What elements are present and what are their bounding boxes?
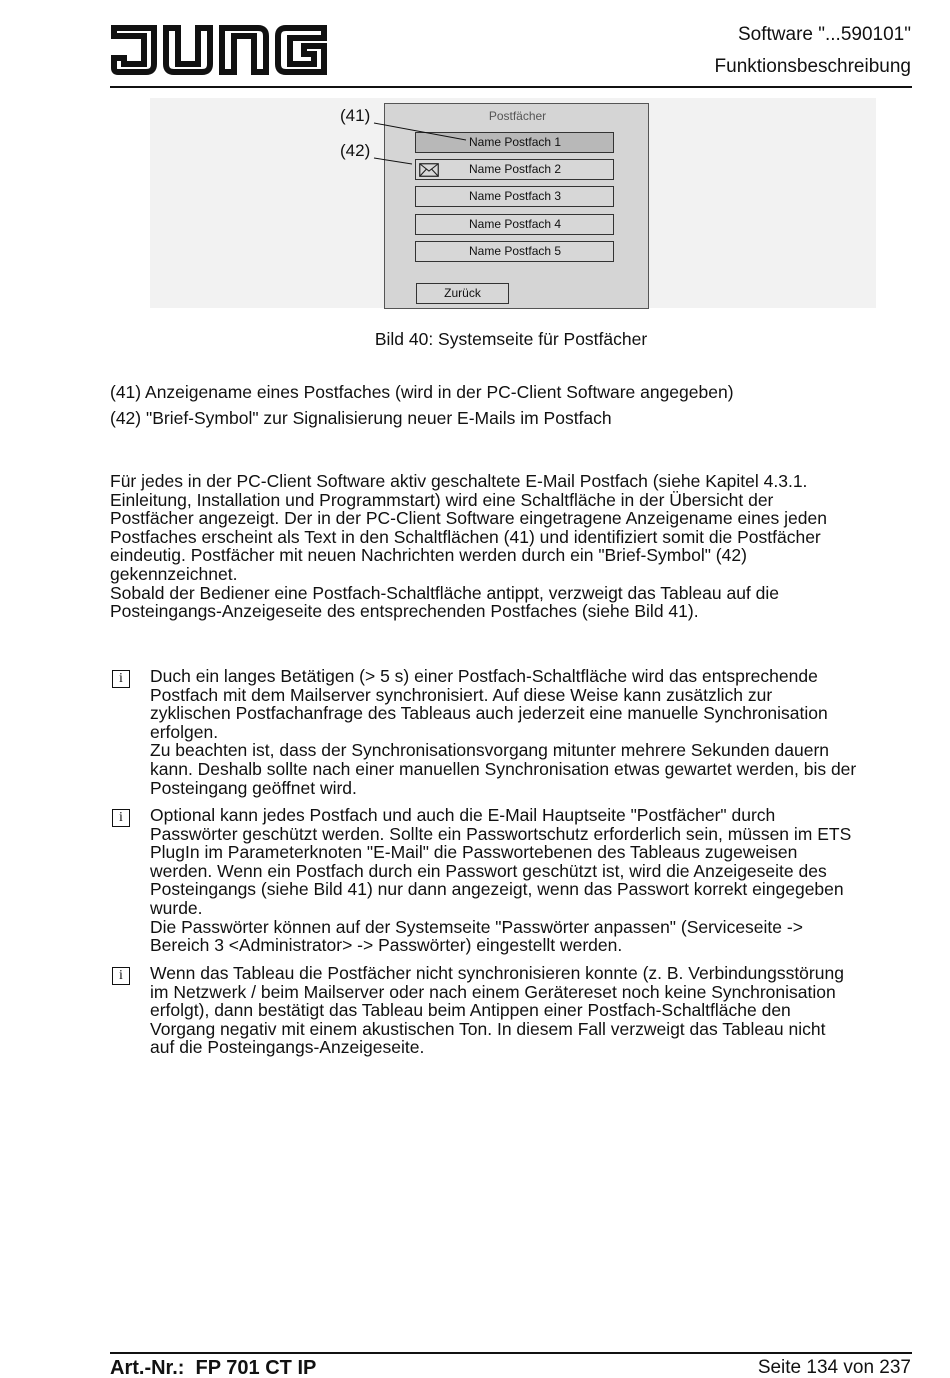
note-line: im Netzwerk / beim Mailserver oder nach einem Gerätereset noch keine Synchronisation [150,981,836,1002]
callout-41: (41) [340,106,371,125]
envelope-icon [419,163,439,177]
note-line: Duch ein langes Betätigen (> 5 s) einer Postfach-Schaltfläche wird das entsprechende [150,666,818,686]
legend-42: (42) "Brief-Symbol" zur Signalisierung neuer E-Mails im Postfach [110,408,612,428]
note-line: erfolgen. [150,721,219,742]
body-line: Sobald der Bediener eine Postfach-Schaltfläche antippt, verzweigt das Tableau auf die [110,582,779,603]
note-line: Zu beachten ist, dass der Synchronisationsvorgang mitunter mehrere Sekunden dauern [150,740,830,761]
body-line: gekennzeichnet. [110,563,238,584]
body-line: Posteingangs-Anzeigeseite des entsprechenden Postfaches (siehe Bild 41). [110,601,699,622]
back-button[interactable]: Zurück [416,283,509,304]
note-line: Posteingangs (siehe Bild 41) nur dann angezeigt, wenn das Passwort korrekt eingegeben [150,879,844,900]
note-line: Postfach mit dem Mailserver synchronisiert. Auf diese Weise kann zusätzlich zur [150,684,773,705]
body-line: Einleitung, Installation und Programmstart) wird eine Schaltfläche in der Übersicht der [110,489,774,510]
info-icon: i [112,967,130,985]
mailbox-button-3[interactable]: Name Postfach 3 [415,186,614,207]
note-line: Optional kann jedes Postfach und auch die E-Mail Hauptseite "Postfächer" durch [150,805,776,825]
body-paragraph [110,472,910,621]
note-line: kann. Deshalb sollte nach einer manuellen Synchronisation etwas gewartet werden, bis der [150,758,857,779]
note-line: Passwörter geschützt werden. Sollte ein Passwortschutz erforderlich sein, müssen im ETS [150,823,852,844]
jung-logo [110,20,330,78]
header-software: Software "...590101" [738,24,911,45]
note-line: werden. Wenn ein Postfach durch ein Passwort geschützt ist, wird die Anzeigeseite des [150,860,827,881]
info-note-text [150,964,912,1057]
mailbox-panel [384,103,649,309]
info-icon: i [112,670,130,688]
note-line: Vorgang negativ mit einem akustischen Ton. In diesem Fall verzweigt das Tableau nicht [150,1018,826,1039]
info-icon: i [112,809,130,827]
info-note-text [150,667,912,797]
note-line: auf die Posteingangs-Anzeigeseite. [150,1037,425,1058]
header-rule [110,86,912,88]
mailbox-button-4[interactable]: Name Postfach 4 [415,214,614,235]
article-number: Art.-Nr.: FP 701 CT IP [110,1357,317,1378]
mailbox-button-1[interactable]: Name Postfach 1 [415,132,614,153]
mailbox-label-2: Name Postfach 2 [469,162,562,176]
panel-title: Postfächer [488,109,547,123]
mailbox-button-2[interactable] [415,159,614,180]
note-line: Posteingang geöffnet wird. [150,777,357,798]
legend-41: (41) Anzeigename eines Postfaches (wird in der PC-Client Software angegeben) [110,382,734,402]
mailbox-button-5[interactable]: Name Postfach 5 [415,241,614,262]
body-line: Postfaches erscheint als Text in den Schaltflächen (41) und identifiziert somit die Postfächer [110,526,821,547]
note-line: Bereich 3 <Administrator> -> Passwörter) eingestellt werden. [150,935,623,956]
page-number: Seite 134 von 237 [757,1357,911,1378]
note-line: wurde. [150,897,203,918]
note-line: Wenn das Tableau die Postfächer nicht synchronisieren konnte (z. B. Verbindungsstörung [150,963,844,983]
body-line: Postfächer angezeigt. Der in der PC-Client Software eingetragene Anzeigename eines jeden [110,508,827,529]
note-line: PlugIn im Parameterknoten "E-Mail" die Passwortebenen des Tableaus zugeweisen [150,842,798,863]
callout-42: (42) [340,141,371,160]
note-line: zyklischen Postfachanfrage des Tableaus auch jederzeit eine manuelle Synchronisation [150,703,828,724]
figure-caption: Bild 40: Systemseite für Postfächer [374,329,648,349]
note-line: Die Passwörter können auf der Systemseite "Passwörter anpassen" (Serviceseite -> [150,916,803,937]
footer-rule [110,1352,912,1354]
body-line: eindeutig. Postfächer mit neuen Nachrichten werden durch ein "Brief-Symbol" (42) [110,545,747,566]
info-note-text [150,806,912,955]
note-line: erfolgt), dann bestätigt das Tableau beim Antippen einer Postfach-Schaltfläche den [150,1000,791,1021]
body-line: Für jedes in der PC-Client Software aktiv geschaltete E-Mail Postfach (siehe Kapitel 4.3.1. [110,471,808,491]
header-subtitle: Funktionsbeschreibung [714,56,911,77]
